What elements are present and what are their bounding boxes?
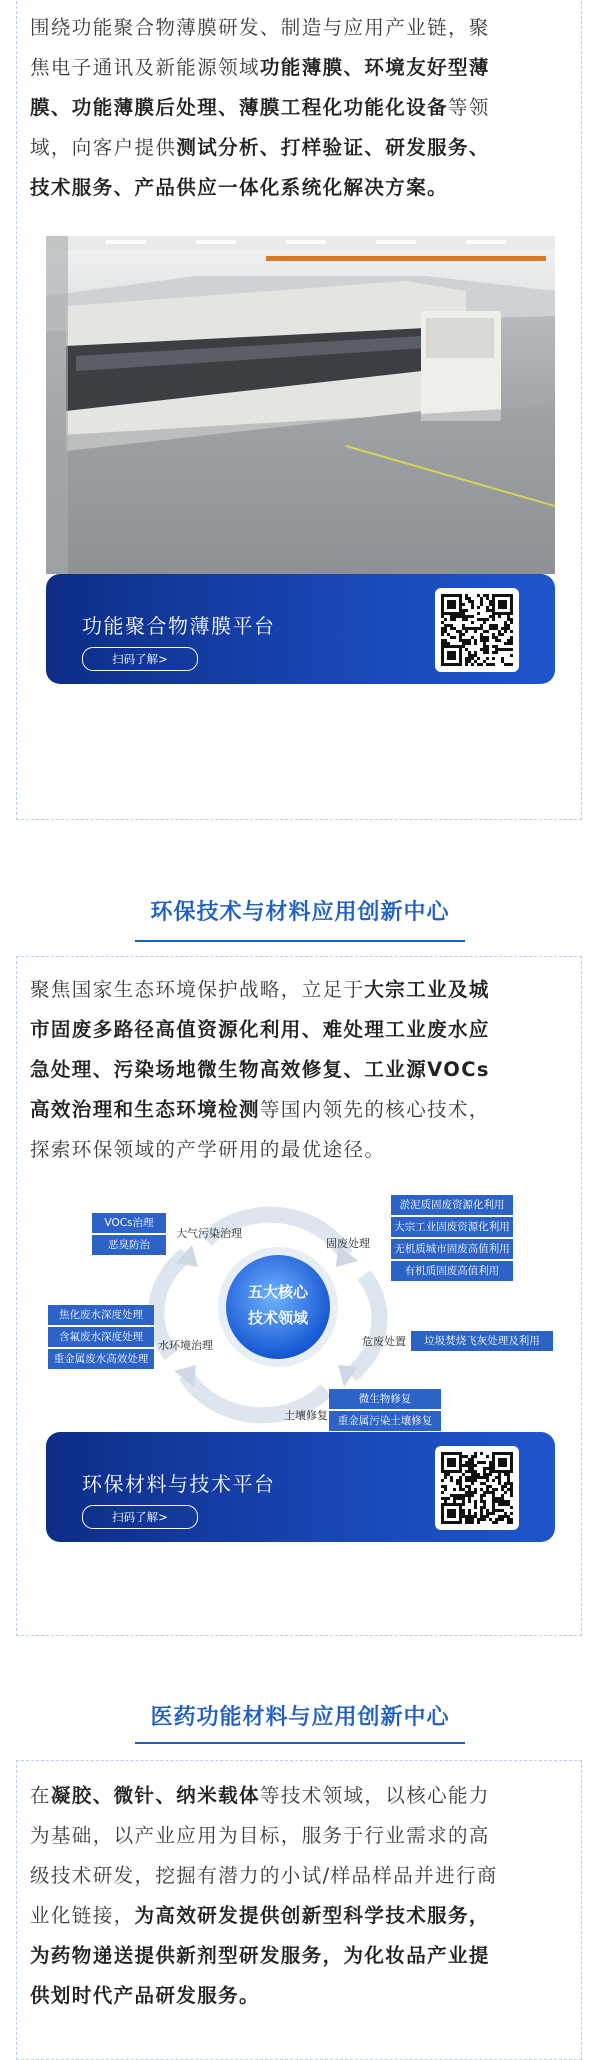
highlight-text: 大宗工业及城 [364,978,490,1001]
body-text: 等领 [448,96,490,119]
body-text: 等技术领域，以核心能力 [259,1784,490,1807]
section-title-medical: 医药功能材料与应用创新中心 [150,1705,450,1730]
highlight-text: 膜、功能薄膜后处理、薄膜工程化功能化设备 [30,96,449,119]
tag-odor: 恶臭防治 [92,1235,166,1255]
paragraph-line [30,88,560,128]
paragraph-line [30,1896,560,1936]
paragraph-line [30,48,560,88]
paragraph-line [30,1816,560,1856]
body-text: 等国内领先的核心技术， [259,1098,490,1121]
body-text: 探索环保领域的产学研用的最优途径。 [30,1138,386,1161]
paragraph-line [30,1050,560,1090]
tag-fly-ash: 垃圾焚烧飞灰处理及利用 [411,1331,553,1351]
highlight-text: 高效治理和生态环境检测 [30,1098,260,1121]
highlight-text: 急处理、污染场地微生物高效修复、工业源VOCs [30,1058,490,1081]
paragraph-line [30,1090,560,1130]
section-title-underline [135,1742,465,1744]
domain-hazard: 危废处置 [362,1335,406,1348]
banner-title: 功能聚合物薄膜平台 [82,614,276,638]
film-production-line-photo [46,236,555,574]
scan-to-learn-button[interactable]: 扫码了解> [82,1505,198,1529]
body-text: 聚焦国家生态环境保护战略，立足于 [30,978,365,1001]
highlight-text: 为药物递送提供新剂型研发服务，为化妆品产业提 [30,1944,490,1967]
tag-heavy-metal-soil: 重金属污染土壤修复 [329,1411,441,1431]
highlight-text: 测试分析、打样验证、研发服务、 [176,136,490,159]
tag-vocs: VOCs治理 [92,1213,166,1233]
domain-air: 大气污染治理 [176,1227,242,1240]
diagram-center-label [228,1279,328,1331]
paragraph-line [30,1010,560,1050]
highlight-text: 为高效研发提供创新型科学技术服务， [134,1904,490,1927]
tag-microbial: 微生物修复 [329,1389,441,1409]
qr-code-icon[interactable] [435,588,519,672]
body-text: 在 [30,1784,51,1807]
banner-title: 环保材料与技术平台 [82,1472,276,1496]
environment-intro-text [30,970,560,1170]
tag-heavy-metal-water: 重金属废水高效处理 [48,1349,154,1369]
paragraph-line [30,1130,560,1170]
domain-water: 水环境治理 [158,1339,213,1352]
scan-to-learn-button[interactable]: 扫码了解> [82,647,198,671]
body-text: 级技术研发，挖掘有潜力的小试/样品样品并进行商 [30,1864,498,1887]
tag-bulk-solid: 大宗工业固废资源化利用 [391,1217,513,1237]
paragraph-line [30,168,560,208]
five-core-tech-diagram [46,1195,555,1431]
paragraph-line [30,1776,560,1816]
highlight-text: 凝胶、微针、纳米载体 [50,1784,260,1807]
tag-organic: 有机质固废高值利用 [391,1261,513,1281]
domain-solid: 固废处理 [326,1237,370,1250]
highlight-text: 市固废多路径高值资源化利用、难处理工业废水应 [30,1018,490,1041]
body-text: 业化链接， [30,1904,135,1927]
domain-soil: 土壤修复 [284,1409,328,1422]
paragraph-line [30,1936,560,1976]
environment-platform-banner[interactable] [46,1432,555,1542]
body-text: 焦电子通讯及新能源领域 [30,56,260,79]
film-intro-text [30,8,560,208]
paragraph-line [30,128,560,168]
highlight-text: 技术服务、产品供应一体化系统化解决方案。 [30,176,449,199]
paragraph-line [30,1856,560,1896]
highlight-text: 功能薄膜、环境友好型薄 [259,56,490,79]
center-line-1: 五大核心 [247,1283,308,1301]
section-title-environment: 环保技术与材料应用创新中心 [150,900,450,925]
paragraph-line [30,970,560,1010]
section-title-underline [135,940,465,942]
body-text: 围绕功能聚合物薄膜研发、制造与应用产业链，聚 [30,16,490,39]
tag-sludge: 淤泥质固废资源化利用 [391,1195,513,1215]
center-line-2: 技术领域 [247,1309,308,1327]
tag-inorganic: 无机质城市固废高值利用 [391,1239,513,1259]
factory-image [46,236,555,574]
paragraph-line [30,8,560,48]
body-text: 为基础，以产业应用为目标，服务于行业需求的高 [30,1824,490,1847]
highlight-text: 供划时代产品研发服务。 [30,1984,260,2007]
medical-intro-text [30,1776,560,2016]
tag-coking: 焦化废水深度处理 [48,1305,154,1325]
film-platform-banner[interactable] [46,574,555,684]
paragraph-line [30,1976,560,2016]
body-text: 域，向客户提供 [30,136,177,159]
qr-code-icon[interactable] [435,1446,519,1530]
tag-fluoride: 含氟废水深度处理 [48,1327,154,1347]
